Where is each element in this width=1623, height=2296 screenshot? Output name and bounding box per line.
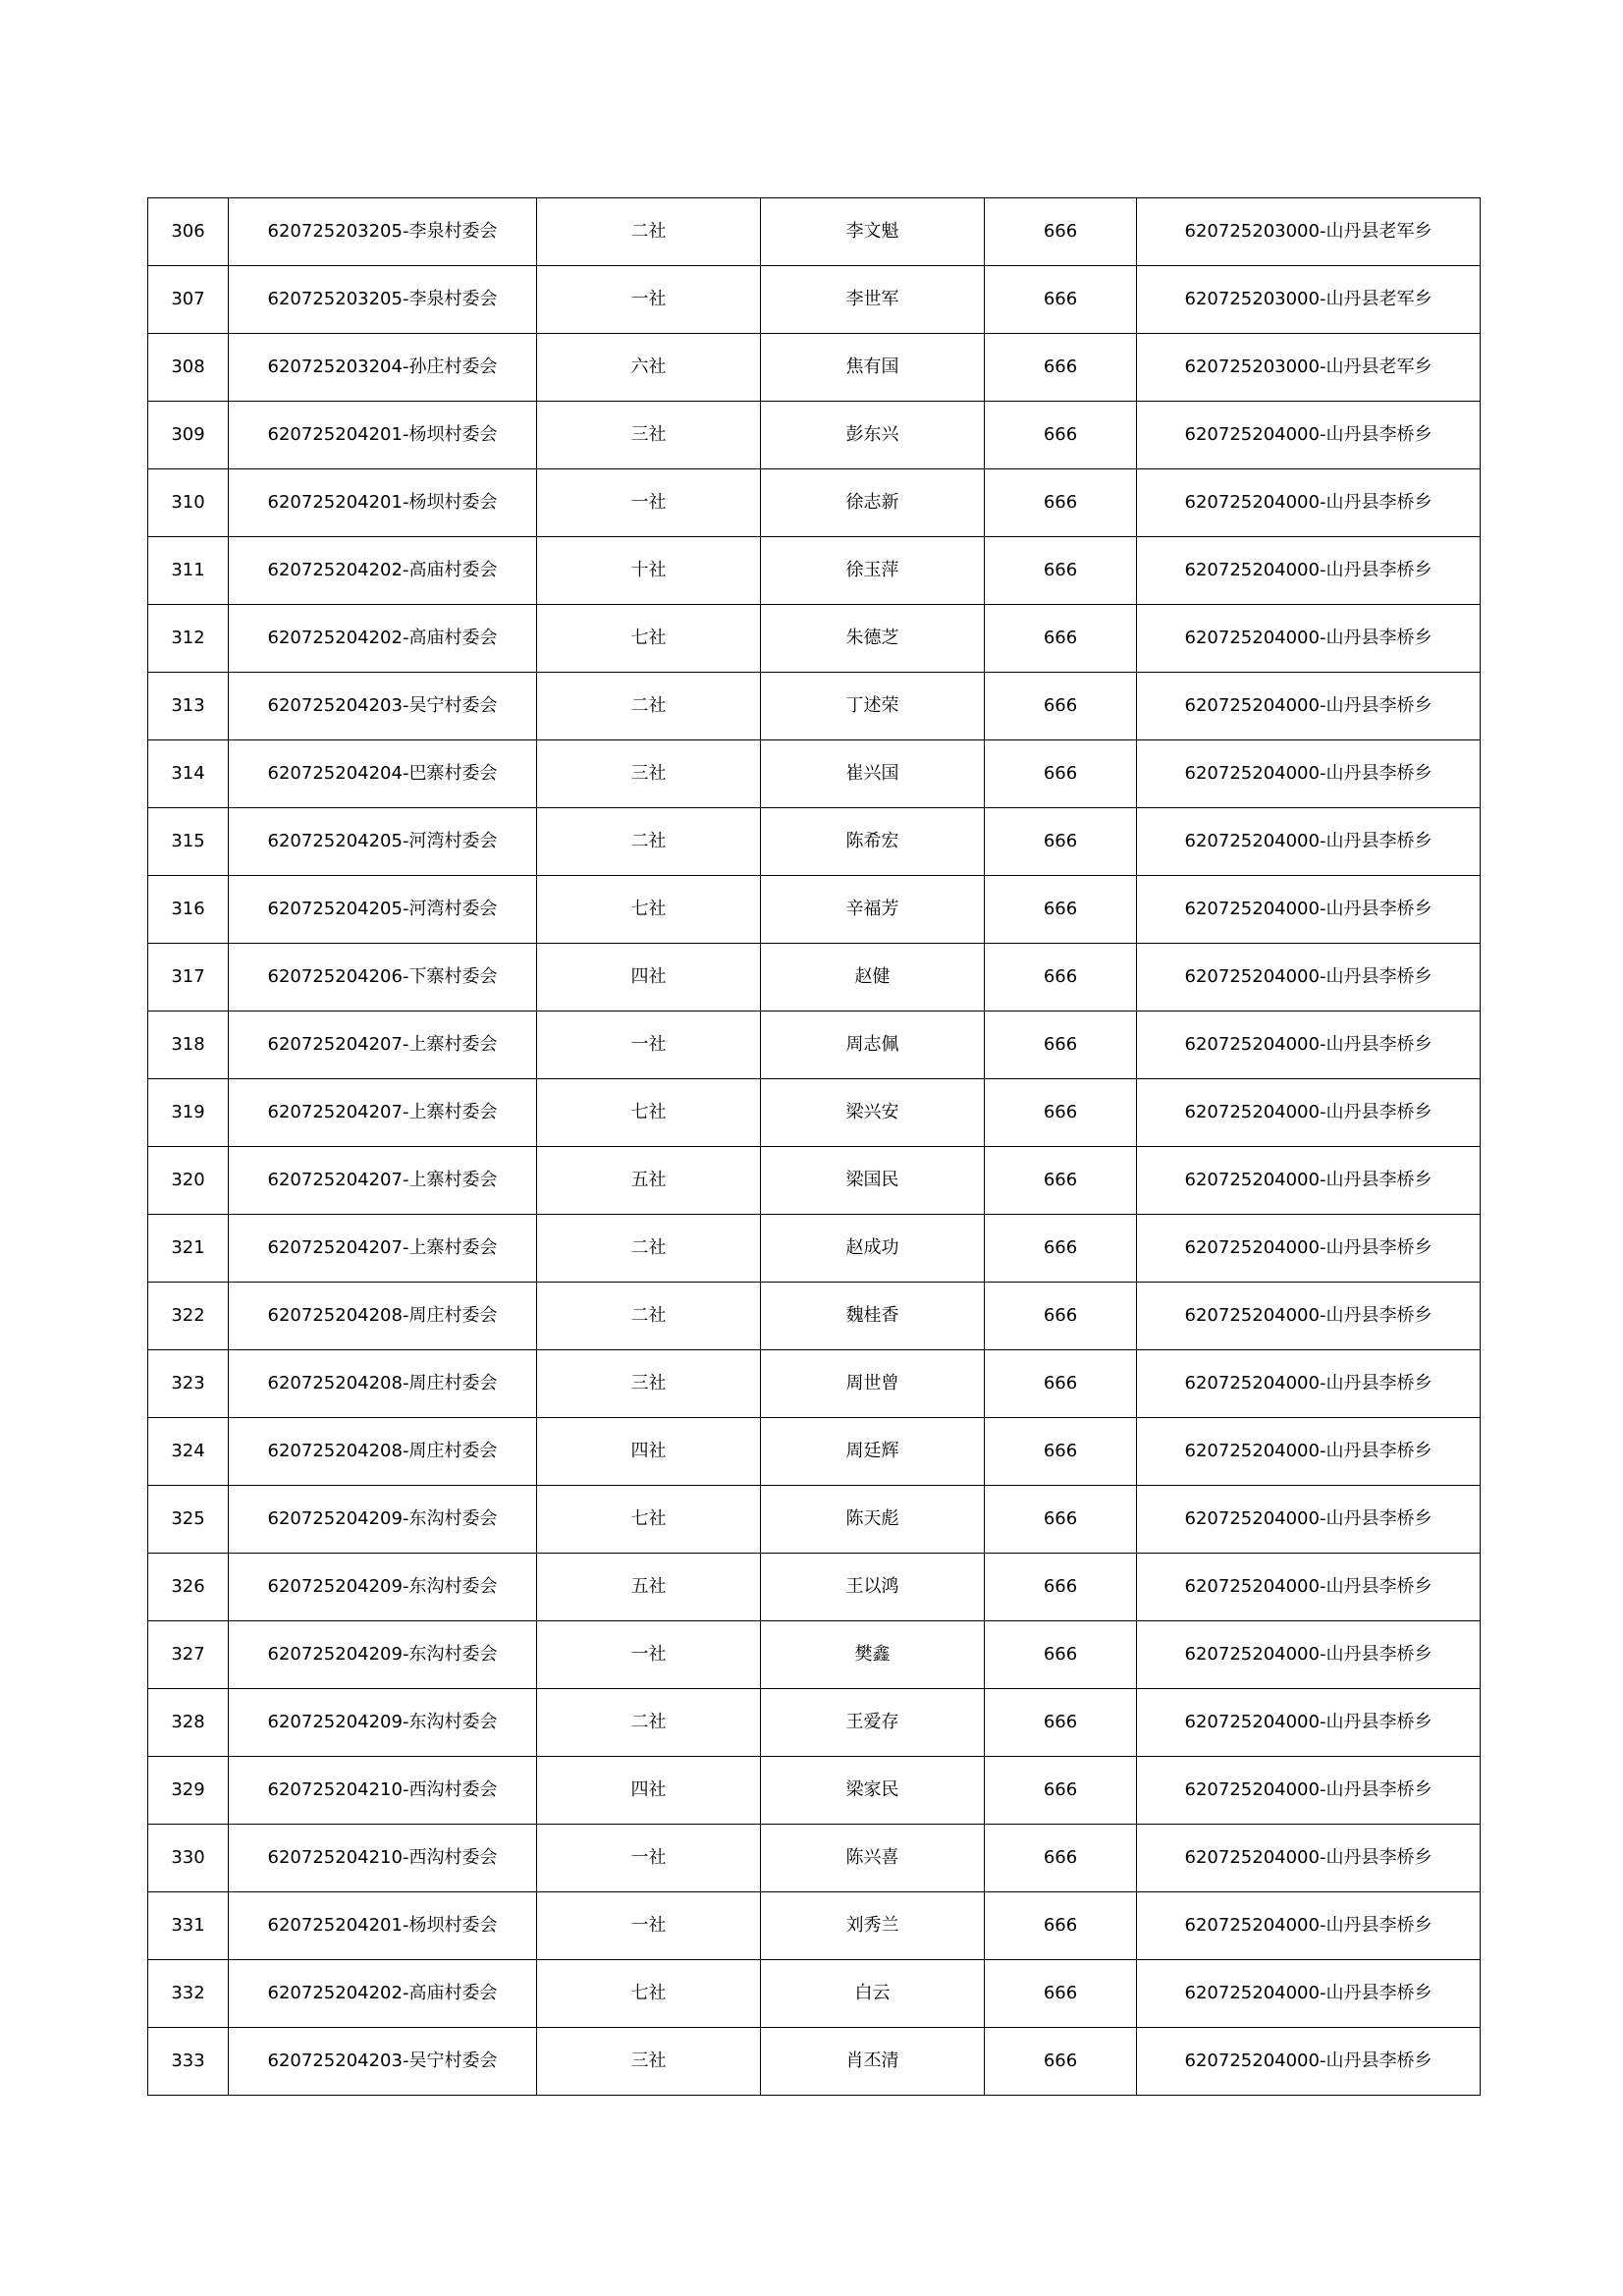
- village-group-cell: 二社: [537, 1689, 761, 1757]
- amount-cell: 666: [985, 1350, 1137, 1418]
- township-cell: 620725204000-山丹县李桥乡: [1137, 1892, 1481, 1960]
- person-name-cell: 王以鸿: [761, 1554, 985, 1621]
- village-committee-cell: 620725204207-上寨村委会: [229, 1079, 537, 1147]
- row-number-cell: 313: [148, 673, 229, 740]
- township-cell: 620725204000-山丹县李桥乡: [1137, 469, 1481, 537]
- village-group-cell: 一社: [537, 266, 761, 334]
- row-number-cell: 328: [148, 1689, 229, 1757]
- village-committee-cell: 620725203205-李泉村委会: [229, 198, 537, 266]
- township-cell: 620725204000-山丹县李桥乡: [1137, 808, 1481, 876]
- person-name-cell: 徐玉萍: [761, 537, 985, 605]
- village-committee-cell: 620725204208-周庄村委会: [229, 1350, 537, 1418]
- amount-cell: 666: [985, 1215, 1137, 1283]
- village-committee-cell: 620725204209-东沟村委会: [229, 1486, 537, 1554]
- village-group-cell: 一社: [537, 1621, 761, 1689]
- village-group-cell: 三社: [537, 402, 761, 469]
- person-name-cell: 周志佩: [761, 1011, 985, 1079]
- table-body: [148, 198, 1481, 2096]
- table-row: [148, 334, 1481, 402]
- person-name-cell: 赵健: [761, 944, 985, 1011]
- township-cell: 620725204000-山丹县李桥乡: [1137, 1283, 1481, 1350]
- township-cell: 620725204000-山丹县李桥乡: [1137, 2028, 1481, 2096]
- village-group-cell: 七社: [537, 876, 761, 944]
- township-cell: 620725204000-山丹县李桥乡: [1137, 402, 1481, 469]
- row-number-cell: 317: [148, 944, 229, 1011]
- amount-cell: 666: [985, 1825, 1137, 1892]
- village-committee-cell: 620725204201-杨坝村委会: [229, 402, 537, 469]
- village-committee-cell: 620725204202-高庙村委会: [229, 605, 537, 673]
- person-name-cell: 梁兴安: [761, 1079, 985, 1147]
- row-number-cell: 326: [148, 1554, 229, 1621]
- table-row: [148, 1554, 1481, 1621]
- township-cell: 620725204000-山丹县李桥乡: [1137, 1757, 1481, 1825]
- village-group-cell: 三社: [537, 2028, 761, 2096]
- table-row: [148, 1215, 1481, 1283]
- village-committee-cell: 620725204208-周庄村委会: [229, 1283, 537, 1350]
- amount-cell: 666: [985, 2028, 1137, 2096]
- table-row: [148, 1689, 1481, 1757]
- table-row: [148, 1418, 1481, 1486]
- amount-cell: 666: [985, 808, 1137, 876]
- village-committee-cell: 620725204209-东沟村委会: [229, 1554, 537, 1621]
- table-row: [148, 1079, 1481, 1147]
- row-number-cell: 323: [148, 1350, 229, 1418]
- village-group-cell: 二社: [537, 198, 761, 266]
- row-number-cell: 330: [148, 1825, 229, 1892]
- village-committee-cell: 620725204209-东沟村委会: [229, 1621, 537, 1689]
- person-name-cell: 赵成功: [761, 1215, 985, 1283]
- village-committee-cell: 620725204207-上寨村委会: [229, 1215, 537, 1283]
- township-cell: 620725204000-山丹县李桥乡: [1137, 1147, 1481, 1215]
- village-group-cell: 三社: [537, 1350, 761, 1418]
- village-committee-cell: 620725204209-东沟村委会: [229, 1689, 537, 1757]
- village-group-cell: 五社: [537, 1147, 761, 1215]
- amount-cell: 666: [985, 944, 1137, 1011]
- village-group-cell: 一社: [537, 1011, 761, 1079]
- village-committee-cell: 620725204201-杨坝村委会: [229, 1892, 537, 1960]
- table-row: [148, 1825, 1481, 1892]
- amount-cell: 666: [985, 605, 1137, 673]
- person-name-cell: 白云: [761, 1960, 985, 2028]
- person-name-cell: 彭东兴: [761, 402, 985, 469]
- row-number-cell: 306: [148, 198, 229, 266]
- table-row: [148, 944, 1481, 1011]
- village-group-cell: 七社: [537, 1079, 761, 1147]
- person-name-cell: 周世曾: [761, 1350, 985, 1418]
- person-name-cell: 崔兴国: [761, 740, 985, 808]
- village-committee-cell: 620725203204-孙庄村委会: [229, 334, 537, 402]
- row-number-cell: 322: [148, 1283, 229, 1350]
- person-name-cell: 魏桂香: [761, 1283, 985, 1350]
- village-committee-cell: 620725204210-西沟村委会: [229, 1825, 537, 1892]
- table-row: [148, 1147, 1481, 1215]
- village-committee-cell: 620725204205-河湾村委会: [229, 808, 537, 876]
- amount-cell: 666: [985, 673, 1137, 740]
- person-name-cell: 刘秀兰: [761, 1892, 985, 1960]
- row-number-cell: 325: [148, 1486, 229, 1554]
- township-cell: 620725203000-山丹县老军乡: [1137, 266, 1481, 334]
- township-cell: 620725204000-山丹县李桥乡: [1137, 944, 1481, 1011]
- village-group-cell: 三社: [537, 740, 761, 808]
- township-cell: 620725204000-山丹县李桥乡: [1137, 1215, 1481, 1283]
- village-committee-cell: 620725204208-周庄村委会: [229, 1418, 537, 1486]
- village-group-cell: 二社: [537, 673, 761, 740]
- village-group-cell: 七社: [537, 605, 761, 673]
- township-cell: 620725204000-山丹县李桥乡: [1137, 740, 1481, 808]
- row-number-cell: 312: [148, 605, 229, 673]
- person-name-cell: 徐志新: [761, 469, 985, 537]
- person-name-cell: 梁国民: [761, 1147, 985, 1215]
- amount-cell: 666: [985, 1011, 1137, 1079]
- beneficiary-table: [147, 197, 1481, 2096]
- row-number-cell: 311: [148, 537, 229, 605]
- row-number-cell: 324: [148, 1418, 229, 1486]
- township-cell: 620725204000-山丹县李桥乡: [1137, 1689, 1481, 1757]
- table-row: [148, 1621, 1481, 1689]
- amount-cell: 666: [985, 1554, 1137, 1621]
- village-group-cell: 二社: [537, 808, 761, 876]
- amount-cell: 666: [985, 469, 1137, 537]
- row-number-cell: 307: [148, 266, 229, 334]
- person-name-cell: 朱德芝: [761, 605, 985, 673]
- township-cell: 620725204000-山丹县李桥乡: [1137, 537, 1481, 605]
- table-row: [148, 1011, 1481, 1079]
- table-row: [148, 1350, 1481, 1418]
- amount-cell: 666: [985, 1621, 1137, 1689]
- table-row: [148, 198, 1481, 266]
- amount-cell: 666: [985, 1418, 1137, 1486]
- table-row: [148, 605, 1481, 673]
- amount-cell: 666: [985, 1960, 1137, 2028]
- person-name-cell: 辛福芳: [761, 876, 985, 944]
- village-committee-cell: 620725204207-上寨村委会: [229, 1011, 537, 1079]
- township-cell: 620725203000-山丹县老军乡: [1137, 334, 1481, 402]
- table-row: [148, 2028, 1481, 2096]
- person-name-cell: 李文魁: [761, 198, 985, 266]
- amount-cell: 666: [985, 1079, 1137, 1147]
- township-cell: 620725204000-山丹县李桥乡: [1137, 1825, 1481, 1892]
- village-group-cell: 五社: [537, 1554, 761, 1621]
- township-cell: 620725204000-山丹县李桥乡: [1137, 876, 1481, 944]
- person-name-cell: 周廷辉: [761, 1418, 985, 1486]
- table-row: [148, 266, 1481, 334]
- amount-cell: 666: [985, 1486, 1137, 1554]
- village-committee-cell: 620725204206-下寨村委会: [229, 944, 537, 1011]
- township-cell: 620725204000-山丹县李桥乡: [1137, 673, 1481, 740]
- village-group-cell: 七社: [537, 1486, 761, 1554]
- table-row: [148, 469, 1481, 537]
- village-committee-cell: 620725204203-吴宁村委会: [229, 673, 537, 740]
- person-name-cell: 肖丕清: [761, 2028, 985, 2096]
- person-name-cell: 陈兴喜: [761, 1825, 985, 1892]
- person-name-cell: 梁家民: [761, 1757, 985, 1825]
- village-committee-cell: 620725204202-高庙村委会: [229, 537, 537, 605]
- person-name-cell: 陈希宏: [761, 808, 985, 876]
- amount-cell: 666: [985, 402, 1137, 469]
- village-group-cell: 七社: [537, 1960, 761, 2028]
- row-number-cell: 310: [148, 469, 229, 537]
- township-cell: 620725204000-山丹县李桥乡: [1137, 1621, 1481, 1689]
- amount-cell: 666: [985, 1689, 1137, 1757]
- row-number-cell: 331: [148, 1892, 229, 1960]
- village-group-cell: 二社: [537, 1215, 761, 1283]
- village-committee-cell: 620725204210-西沟村委会: [229, 1757, 537, 1825]
- village-committee-cell: 620725204201-杨坝村委会: [229, 469, 537, 537]
- row-number-cell: 316: [148, 876, 229, 944]
- person-name-cell: 焦有国: [761, 334, 985, 402]
- table-row: [148, 1757, 1481, 1825]
- table-row: [148, 1486, 1481, 1554]
- township-cell: 620725204000-山丹县李桥乡: [1137, 1011, 1481, 1079]
- row-number-cell: 329: [148, 1757, 229, 1825]
- amount-cell: 666: [985, 1147, 1137, 1215]
- village-committee-cell: 620725204204-巴寨村委会: [229, 740, 537, 808]
- village-committee-cell: 620725204203-吴宁村委会: [229, 2028, 537, 2096]
- table-row: [148, 673, 1481, 740]
- row-number-cell: 308: [148, 334, 229, 402]
- row-number-cell: 332: [148, 1960, 229, 2028]
- village-committee-cell: 620725203205-李泉村委会: [229, 266, 537, 334]
- township-cell: 620725204000-山丹县李桥乡: [1137, 605, 1481, 673]
- village-group-cell: 四社: [537, 1418, 761, 1486]
- township-cell: 620725204000-山丹县李桥乡: [1137, 1418, 1481, 1486]
- village-committee-cell: 620725204205-河湾村委会: [229, 876, 537, 944]
- row-number-cell: 319: [148, 1079, 229, 1147]
- row-number-cell: 320: [148, 1147, 229, 1215]
- village-group-cell: 四社: [537, 944, 761, 1011]
- township-cell: 620725203000-山丹县老军乡: [1137, 198, 1481, 266]
- person-name-cell: 樊鑫: [761, 1621, 985, 1689]
- village-group-cell: 一社: [537, 1825, 761, 1892]
- table-row: [148, 402, 1481, 469]
- table-row: [148, 876, 1481, 944]
- table-row: [148, 1283, 1481, 1350]
- row-number-cell: 321: [148, 1215, 229, 1283]
- amount-cell: 666: [985, 198, 1137, 266]
- township-cell: 620725204000-山丹县李桥乡: [1137, 1079, 1481, 1147]
- village-group-cell: 十社: [537, 537, 761, 605]
- person-name-cell: 陈天彪: [761, 1486, 985, 1554]
- amount-cell: 666: [985, 740, 1137, 808]
- village-group-cell: 六社: [537, 334, 761, 402]
- person-name-cell: 李世军: [761, 266, 985, 334]
- township-cell: 620725204000-山丹县李桥乡: [1137, 1350, 1481, 1418]
- township-cell: 620725204000-山丹县李桥乡: [1137, 1960, 1481, 2028]
- village-group-cell: 一社: [537, 1892, 761, 1960]
- table-row: [148, 1892, 1481, 1960]
- village-committee-cell: 620725204207-上寨村委会: [229, 1147, 537, 1215]
- row-number-cell: 314: [148, 740, 229, 808]
- row-number-cell: 333: [148, 2028, 229, 2096]
- row-number-cell: 309: [148, 402, 229, 469]
- township-cell: 620725204000-山丹县李桥乡: [1137, 1486, 1481, 1554]
- amount-cell: 666: [985, 266, 1137, 334]
- person-name-cell: 王爱存: [761, 1689, 985, 1757]
- person-name-cell: 丁述荣: [761, 673, 985, 740]
- amount-cell: 666: [985, 1283, 1137, 1350]
- township-cell: 620725204000-山丹县李桥乡: [1137, 1554, 1481, 1621]
- village-committee-cell: 620725204202-高庙村委会: [229, 1960, 537, 2028]
- amount-cell: 666: [985, 1892, 1137, 1960]
- table-row: [148, 1960, 1481, 2028]
- table-row: [148, 537, 1481, 605]
- row-number-cell: 315: [148, 808, 229, 876]
- amount-cell: 666: [985, 537, 1137, 605]
- amount-cell: 666: [985, 334, 1137, 402]
- table-row: [148, 808, 1481, 876]
- amount-cell: 666: [985, 876, 1137, 944]
- amount-cell: 666: [985, 1757, 1137, 1825]
- village-group-cell: 一社: [537, 469, 761, 537]
- village-group-cell: 四社: [537, 1757, 761, 1825]
- table-row: [148, 740, 1481, 808]
- row-number-cell: 327: [148, 1621, 229, 1689]
- row-number-cell: 318: [148, 1011, 229, 1079]
- village-group-cell: 二社: [537, 1283, 761, 1350]
